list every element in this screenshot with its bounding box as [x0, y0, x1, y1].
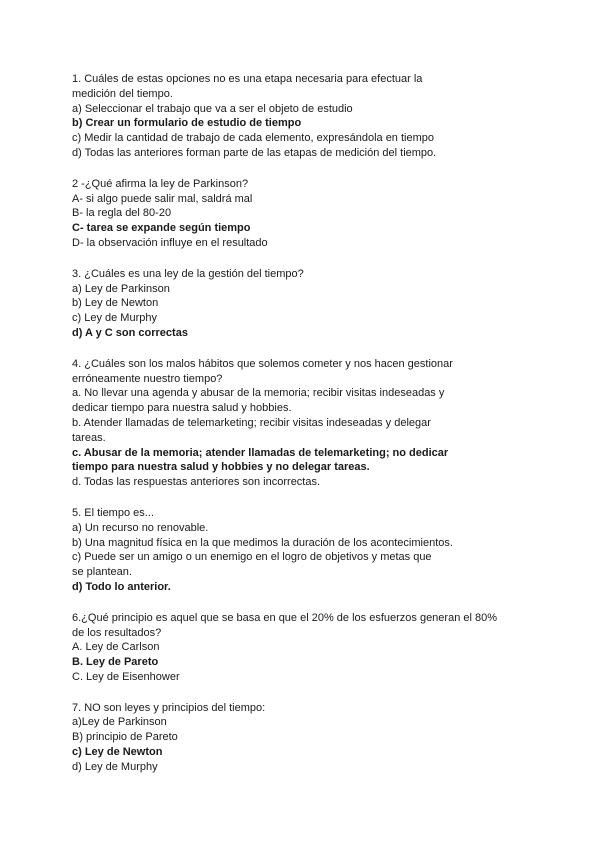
question-4	[72, 357, 542, 490]
question-6-option-a: A. Ley de Carlson	[72, 641, 160, 654]
question-7-option-d: d) Ley de Murphy	[72, 760, 158, 773]
question-5	[72, 506, 542, 595]
question-3-option-d-answer: d) A y C son correctas	[72, 326, 188, 339]
question-1-option-a: a) Seleccionar el trabajo que va a ser el objeto de estudio	[72, 102, 353, 115]
question-3-option-c: c) Ley de Murphy	[72, 312, 157, 325]
question-6-option-c: C. Ley de Eisenhower	[72, 670, 180, 683]
question-3	[72, 267, 542, 341]
question-6-option-b-answer: B. Ley de Pareto	[72, 656, 159, 669]
question-2-line-1: 2 -¿Qué afirma la ley de Parkinson?	[72, 177, 249, 190]
question-6	[72, 611, 542, 685]
document-page	[72, 72, 542, 791]
question-5-option-a: a) Un recurso no renovable.	[72, 521, 209, 534]
question-7-option-c-answer: c) Ley de Newton	[72, 746, 163, 759]
question-7-option-b: B) principio de Pareto	[72, 731, 178, 744]
question-4-option-a: a. No llevar una agenda y abusar de la memoria; recibir visitas indeseadas y	[72, 387, 445, 400]
question-2-option-b: B- la regla del 80-20	[72, 207, 172, 220]
question-5-option-b: b) Una magnitud física en la que medimos la duración de los acontecimientos.	[72, 536, 453, 549]
question-4-option-c-answer: c. Abusar de la memoria; atender llamadas de telemarketing; no dedicar	[72, 446, 449, 459]
question-4-option-c-answer-cont: tiempo para nuestra salud y hobbies y no delegar tareas.	[72, 461, 370, 474]
question-4-line-2: erróneamente nuestro tiempo?	[72, 372, 223, 385]
question-1	[72, 72, 542, 161]
question-1-option-c: c) Medir la cantidad de trabajo de cada elemento, expresándola en tiempo	[72, 132, 435, 145]
question-6-line-2: de los resultados?	[72, 626, 162, 639]
question-4-option-d: d. Todas las respuestas anteriores son incorrectas.	[72, 476, 321, 489]
question-5-option-d-answer: d) Todo lo anterior.	[72, 580, 171, 593]
question-2-option-a: A- si algo puede salir mal, saldrá mal	[72, 192, 253, 205]
question-1-line-1: 1. Cuáles de estas opciones no es una etapa necesaria para efectuar la	[72, 73, 423, 85]
question-3-line-1: 3. ¿Cuáles es una ley de la gestión del tiempo?	[72, 267, 304, 280]
question-6-line-1: 6.¿Qué principio es aquel que se basa en que el 20% de los esfuerzos generan el 80%	[72, 611, 498, 624]
question-7-line-1: 7. NO son leyes y principios del tiempo:	[72, 701, 266, 714]
question-4-option-b: b. Atender llamadas de telemarketing; recibir visitas indeseadas y delegar	[72, 416, 431, 429]
question-1-line-2: medición del tiempo.	[72, 87, 173, 100]
question-2-option-c-answer: C- tarea se expande según tiempo	[72, 222, 251, 235]
question-4-option-a-cont: dedicar tiempo para nuestra salud y hobbies.	[72, 402, 292, 415]
question-2	[72, 177, 542, 251]
question-7	[72, 701, 542, 775]
question-4-option-b-cont: tareas.	[72, 431, 106, 444]
question-1-option-b-answer: b) Crear un formulario de estudio de tiempo	[72, 117, 302, 130]
question-1-option-d: d) Todas las anteriores forman parte de las etapas de medición del tiempo.	[72, 146, 437, 159]
question-5-option-c-cont: se plantean.	[72, 566, 132, 579]
question-4-line-1: 4. ¿Cuáles son los malos hábitos que solemos cometer y nos hacen gestionar	[72, 357, 453, 370]
question-5-option-c: c) Puede ser un amigo o un enemigo en el logro de objetivos y metas que	[72, 551, 432, 564]
question-3-option-a: a) Ley de Parkinson	[72, 282, 170, 295]
question-3-option-b: b) Ley de Newton	[72, 297, 159, 310]
question-2-option-d: D- la observación influye en el resultado	[72, 236, 268, 249]
question-5-line-1: 5. El tiempo es...	[72, 506, 154, 519]
question-7-option-a: a)Ley de Parkinson	[72, 716, 167, 729]
